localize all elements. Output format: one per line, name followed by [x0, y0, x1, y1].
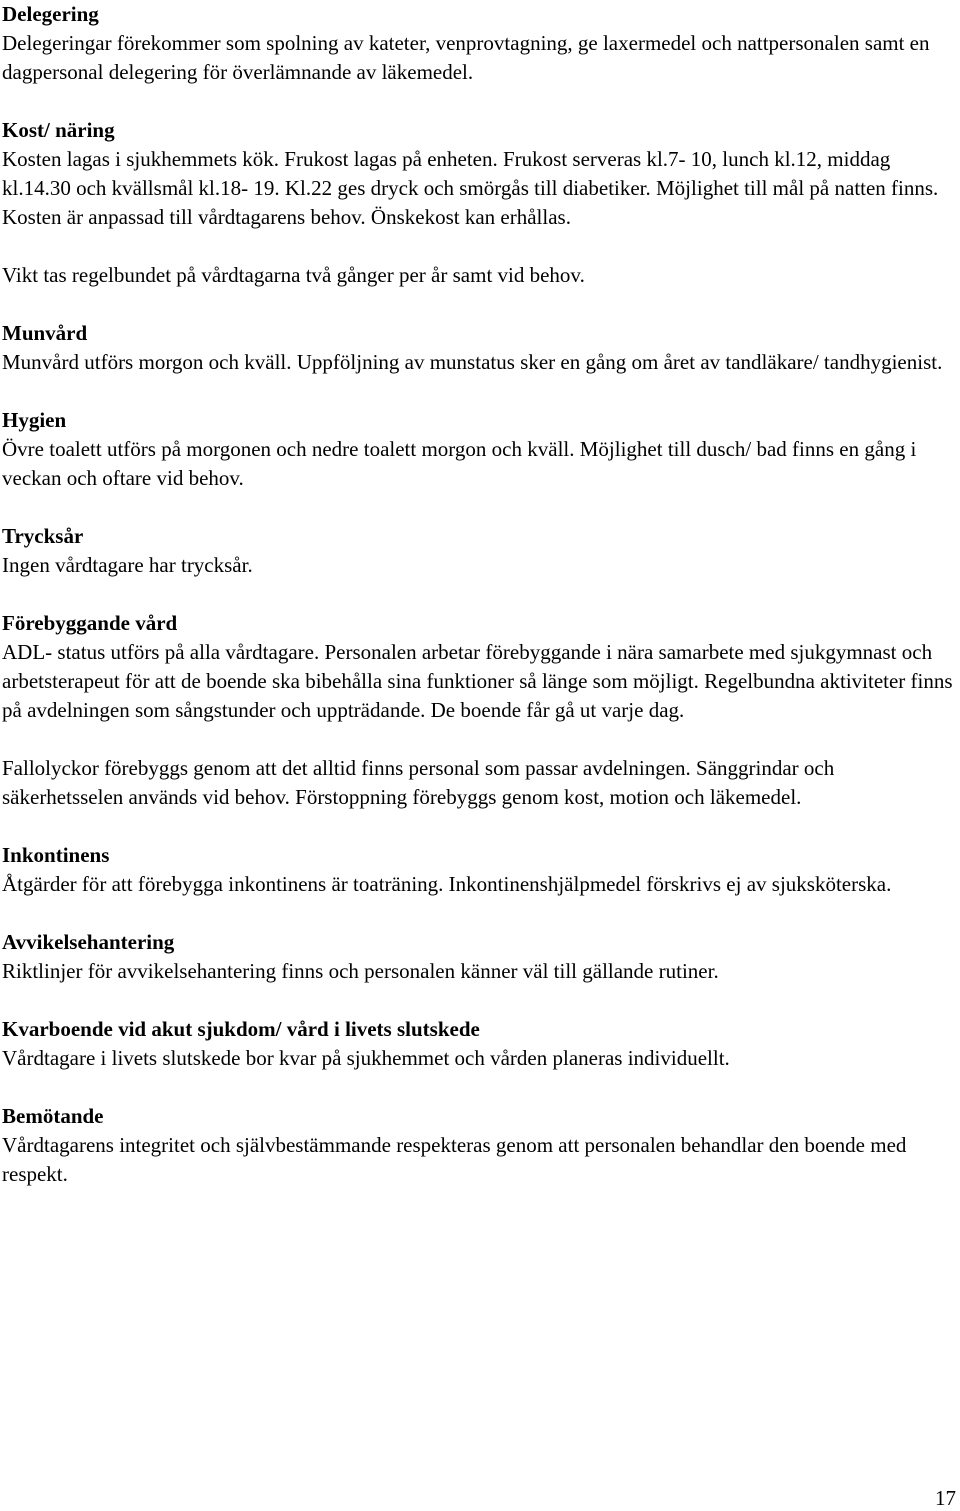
section-paragraph: Åtgärder för att förebygga inkontinens är toaträning. Inkontinenshjälpmedel förskrivs ej av sjuksköterska. — [2, 872, 892, 896]
section-paragraph: ADL- status utförs på alla vårdtagare. Personalen arbetar förebyggande i nära samarbete med sjukgymnast och arbetsterapeut för att de boende ska bibehålla sina funktioner så länge som möjligt. Regelbundna aktiviteter finns på avdelningen som sångstunder och uppträdande. De boende får gå ut varje dag. — [2, 640, 953, 722]
section-kost-naring — [2, 116, 957, 290]
section-heading: Avvikelsehantering — [2, 930, 175, 954]
section-forebyggande-vard — [2, 609, 957, 812]
section-heading: Förebyggande vård — [2, 611, 178, 635]
section-paragraph: Vårdtagare i livets slutskede bor kvar på sjukhemmet och vården planeras individuellt. — [2, 1046, 730, 1070]
section-heading: Hygien — [2, 408, 67, 432]
section-heading: Delegering — [2, 2, 99, 26]
section-paragraph: Vikt tas regelbundet på vårdtagarna två gånger per år samt vid behov. — [2, 263, 585, 287]
section-heading: Trycksår — [2, 524, 84, 548]
section-paragraph: Riktlinjer för avvikelsehantering finns och personalen känner väl till gällande rutiner. — [2, 959, 719, 983]
section-heading: Kvarboende vid akut sjukdom/ vård i livets slutskede — [2, 1017, 480, 1041]
document-page — [2, 0, 957, 1189]
section-bemotande — [2, 1102, 957, 1189]
section-paragraph: Övre toalett utförs på morgonen och nedre toalett morgon och kväll. Möjlighet till dusch/ bad finns en gång i veckan och oftare vid behov. — [2, 437, 917, 490]
section-paragraph: Vårdtagarens integritet och självbestämmande respekteras genom att personalen behandlar den boende med respekt. — [2, 1133, 907, 1186]
section-kvarboende — [2, 1015, 957, 1073]
section-paragraph: Munvård utförs morgon och kväll. Uppföljning av munstatus sker en gång om året av tandläkare/ tandhygienist. — [2, 350, 943, 374]
section-paragraph: Fallolyckor förebyggs genom att det alltid finns personal som passar avdelningen. Sänggrindar och säkerhetsselen används vid behov. Förstoppning förebyggs genom kost, motion och läkemedel. — [2, 756, 835, 809]
section-inkontinens — [2, 841, 957, 899]
section-heading: Munvård — [2, 321, 88, 345]
page-number: 17 — [935, 1486, 956, 1510]
section-heading: Kost/ näring — [2, 118, 115, 142]
section-munvard — [2, 319, 957, 377]
section-heading: Bemötande — [2, 1104, 104, 1128]
section-paragraph: Delegeringar förekommer som spolning av kateter, venprovtagning, ge laxermedel och nattpersonalen samt en dagpersonal delegering för överlämnande av läkemedel. — [2, 31, 930, 84]
section-trycksar — [2, 522, 957, 580]
section-paragraph: Ingen vårdtagare har trycksår. — [2, 553, 253, 577]
section-heading: Inkontinens — [2, 843, 110, 867]
section-paragraph: Kosten lagas i sjukhemmets kök. Frukost lagas på enheten. Frukost serveras kl.7- 10, lunch kl.12, middag kl.14.30 och kvällsmål kl.18- 19. Kl.22 ges dryck och smörgås till diabetiker. Möjlighet till mål på natten finns. Kosten är anpassad till vårdtagarens behov. Önskekost kan erhållas. — [2, 147, 939, 229]
section-hygien — [2, 406, 957, 493]
section-avvikelsehantering — [2, 928, 957, 986]
section-delegering — [2, 0, 957, 87]
